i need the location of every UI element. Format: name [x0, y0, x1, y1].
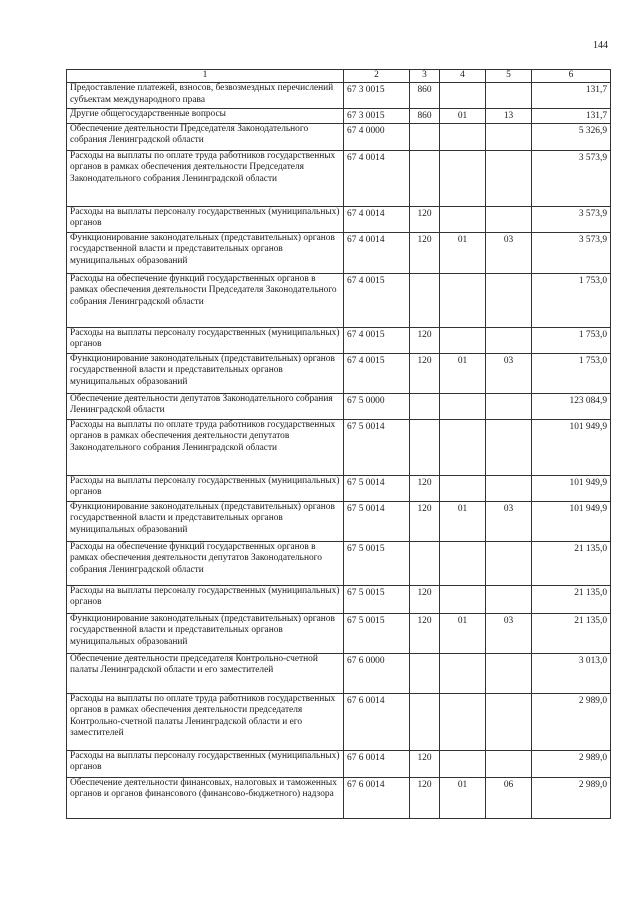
section-cell	[440, 273, 486, 327]
subsection: 03	[503, 615, 514, 626]
section-cell	[440, 750, 486, 777]
section-cell	[440, 541, 486, 585]
row-name: Расходы на выплаты персоналу государственных (муниципальных) органов	[70, 585, 340, 607]
expense-type-cell	[410, 83, 440, 109]
target-code: 67 4 0014	[347, 152, 385, 163]
section-cell	[440, 232, 486, 273]
subsection	[489, 751, 528, 753]
subsection-cell	[486, 327, 532, 353]
section-cell	[440, 206, 486, 232]
row-name: Расходы на выплаты персоналу государственных (муниципальных) органов	[70, 327, 340, 349]
target-code: 67 6 0000	[347, 655, 385, 666]
subsection	[489, 328, 528, 330]
section: 01	[457, 503, 468, 514]
amount: 5 326,9	[578, 125, 607, 136]
amount: 21 135,0	[574, 543, 607, 554]
target-code-cell	[344, 232, 410, 273]
expense-type: 860	[417, 111, 432, 121]
section-cell	[440, 777, 486, 818]
row-name-cell	[67, 327, 344, 353]
expense-type	[413, 151, 436, 153]
amount-cell	[532, 353, 611, 393]
section	[443, 476, 482, 478]
table-row	[67, 150, 611, 206]
table-body	[67, 83, 611, 819]
subsection: 03	[503, 355, 514, 366]
section	[443, 274, 482, 276]
header-cell: 1	[67, 70, 344, 83]
target-code: 67 4 0000	[347, 125, 385, 136]
section-cell	[440, 353, 486, 393]
table-row	[67, 327, 611, 353]
amount-cell	[532, 206, 611, 232]
section	[443, 420, 482, 422]
expense-type-cell	[410, 150, 440, 206]
expense-type-cell	[410, 693, 440, 750]
expense-type	[413, 694, 436, 696]
section: 01	[457, 355, 468, 366]
amount: 2 989,0	[578, 752, 607, 763]
amount: 1 753,0	[578, 329, 607, 340]
subsection-cell	[486, 83, 532, 109]
row-name-cell	[67, 750, 344, 777]
amount-cell	[532, 150, 611, 206]
row-name: Предоставление платежей, взносов, безвозмездных перечислений субъектам международного права	[70, 83, 334, 105]
subsection-cell	[486, 353, 532, 393]
subsection	[489, 151, 528, 153]
expense-type	[413, 394, 436, 396]
expense-type: 120	[417, 587, 432, 598]
subsection-cell	[486, 613, 532, 653]
row-name-cell	[67, 419, 344, 475]
section-cell	[440, 475, 486, 501]
budget-table	[66, 69, 611, 819]
subsection	[489, 542, 528, 544]
section-cell	[440, 83, 486, 109]
table-row	[67, 123, 611, 150]
subsection: 03	[503, 234, 514, 245]
table-row	[67, 353, 611, 393]
target-code-cell	[344, 777, 410, 818]
page-number: 144	[593, 40, 608, 51]
amount-cell	[532, 109, 611, 124]
section	[443, 83, 482, 85]
header-cell: 6	[532, 70, 611, 83]
table-row	[67, 475, 611, 501]
expense-type	[413, 654, 436, 656]
row-name-cell	[67, 585, 344, 613]
amount: 101 949,9	[569, 503, 607, 514]
section	[443, 394, 482, 396]
subsection	[489, 207, 528, 209]
amount: 3 013,0	[578, 655, 607, 666]
expense-type-cell	[410, 353, 440, 393]
row-name-cell	[67, 501, 344, 541]
row-name: Расходы на выплаты по оплате труда работников государственных органов в рамках обеспечения деятельности председателя Контрольно-счетной палаты Ленинградской области и его заместителей	[70, 693, 336, 738]
table-row	[67, 541, 611, 585]
target-code-cell	[344, 273, 410, 327]
table-row	[67, 653, 611, 693]
amount-cell	[532, 541, 611, 585]
target-code: 67 5 0000	[347, 395, 385, 406]
amount: 1 753,0	[578, 275, 607, 286]
subsection-cell	[486, 393, 532, 419]
row-name-cell	[67, 150, 344, 206]
subsection: 13	[503, 111, 514, 121]
target-code: 67 5 0015	[347, 615, 385, 626]
target-code: 67 3 0015	[347, 111, 385, 121]
subsection-cell	[486, 475, 532, 501]
row-name-cell	[67, 693, 344, 750]
target-code-cell	[344, 541, 410, 585]
expense-type: 860	[417, 85, 432, 95]
subsection-cell	[486, 585, 532, 613]
section: 01	[457, 779, 468, 790]
row-name: Расходы на обеспечение функций государственных органов в рамках обеспечения деятельности Председателя Законодательного собрания Ленинградской области	[70, 273, 337, 307]
target-code-cell	[344, 109, 410, 124]
amount: 3 573,9	[578, 234, 607, 245]
target-code-cell	[344, 327, 410, 353]
section-cell	[440, 613, 486, 653]
subsection-cell	[486, 777, 532, 818]
amount: 21 135,0	[574, 587, 607, 598]
section	[443, 694, 482, 696]
amount: 101 949,9	[569, 477, 607, 488]
expense-type: 120	[417, 477, 432, 488]
subsection	[489, 83, 528, 85]
subsection-cell	[486, 109, 532, 124]
section-cell	[440, 585, 486, 613]
section-cell	[440, 419, 486, 475]
target-code-cell	[344, 653, 410, 693]
section: 01	[457, 615, 468, 626]
row-name: Функционирование законодательных (представительных) органов государственной власти и представительных органов муниципальных образований	[70, 613, 335, 647]
expense-type-cell	[410, 585, 440, 613]
subsection-cell	[486, 232, 532, 273]
subsection-cell	[486, 693, 532, 750]
row-name: Обеспечение деятельности Председателя Законодательного собрания Ленинградской области	[70, 123, 309, 145]
table-row	[67, 393, 611, 419]
target-code-cell	[344, 353, 410, 393]
subsection	[489, 654, 528, 656]
row-name-cell	[67, 653, 344, 693]
row-name: Функционирование законодательных (представительных) органов государственной власти и представительных органов муниципальных образований	[70, 232, 335, 266]
target-code-cell	[344, 150, 410, 206]
section-cell	[440, 501, 486, 541]
target-code-cell	[344, 501, 410, 541]
amount-cell	[532, 653, 611, 693]
table-row	[67, 419, 611, 475]
row-name: Другие общегосударственные вопросы	[70, 109, 226, 119]
expense-type-cell	[410, 750, 440, 777]
expense-type	[413, 420, 436, 422]
expense-type	[413, 124, 436, 126]
section	[443, 542, 482, 544]
amount-cell	[532, 273, 611, 327]
row-name: Расходы на выплаты персоналу государственных (муниципальных) органов	[70, 206, 340, 228]
expense-type-cell	[410, 273, 440, 327]
table-row	[67, 109, 611, 124]
target-code: 67 5 0015	[347, 543, 385, 554]
subsection	[489, 586, 528, 588]
table-row	[67, 585, 611, 613]
table-row	[67, 273, 611, 327]
target-code: 67 4 0014	[347, 208, 385, 219]
row-name-cell	[67, 613, 344, 653]
subsection-cell	[486, 206, 532, 232]
expense-type: 120	[417, 208, 432, 219]
expense-type-cell	[410, 393, 440, 419]
target-code: 67 4 0014	[347, 234, 385, 245]
target-code: 67 4 0015	[347, 329, 385, 340]
table-row	[67, 501, 611, 541]
subsection-cell	[486, 541, 532, 585]
amount: 3 573,9	[578, 152, 607, 163]
subsection: 06	[503, 779, 514, 790]
table-row	[67, 232, 611, 273]
target-code: 67 6 0014	[347, 695, 385, 706]
amount: 131,7	[585, 111, 607, 121]
table-row	[67, 693, 611, 750]
target-code: 67 3 0015	[347, 85, 385, 95]
expense-type-cell	[410, 541, 440, 585]
row-name-cell	[67, 353, 344, 393]
table-row	[67, 750, 611, 777]
subsection	[489, 694, 528, 696]
row-name-cell	[67, 109, 344, 124]
amount-cell	[532, 501, 611, 541]
subsection-cell	[486, 653, 532, 693]
section	[443, 328, 482, 330]
row-name-cell	[67, 475, 344, 501]
subsection-cell	[486, 419, 532, 475]
amount-cell	[532, 777, 611, 818]
amount-cell	[532, 475, 611, 501]
row-name-cell	[67, 777, 344, 818]
target-code-cell	[344, 585, 410, 613]
section: 01	[457, 111, 468, 121]
row-name: Расходы на выплаты персоналу государственных (муниципальных) органов	[70, 475, 340, 497]
section	[443, 207, 482, 209]
amount-cell	[532, 585, 611, 613]
expense-type: 120	[417, 234, 432, 245]
section: 01	[457, 234, 468, 245]
section-cell	[440, 393, 486, 419]
target-code-cell	[344, 750, 410, 777]
row-name-cell	[67, 206, 344, 232]
subsection-cell	[486, 123, 532, 150]
expense-type: 120	[417, 615, 432, 626]
subsection-cell	[486, 750, 532, 777]
expense-type: 120	[417, 329, 432, 340]
amount: 1 753,0	[578, 355, 607, 366]
amount-cell	[532, 83, 611, 109]
header-cell: 4	[440, 70, 486, 83]
amount: 2 989,0	[578, 779, 607, 790]
subsection	[489, 124, 528, 126]
amount: 123 084,9	[569, 395, 607, 406]
subsection	[489, 274, 528, 276]
amount-cell	[532, 327, 611, 353]
amount: 2 989,0	[578, 695, 607, 706]
target-code-cell	[344, 419, 410, 475]
target-code-cell	[344, 123, 410, 150]
target-code: 67 5 0014	[347, 503, 385, 514]
row-name: Функционирование законодательных (представительных) органов государственной власти и представительных органов муниципальных образований	[70, 353, 335, 387]
expense-type: 120	[417, 752, 432, 763]
expense-type	[413, 274, 436, 276]
row-name-cell	[67, 123, 344, 150]
table-row	[67, 777, 611, 818]
expense-type: 120	[417, 503, 432, 514]
row-name-cell	[67, 232, 344, 273]
target-code-cell	[344, 393, 410, 419]
expense-type-cell	[410, 501, 440, 541]
target-code: 67 5 0015	[347, 587, 385, 598]
target-code: 67 4 0015	[347, 355, 385, 366]
expense-type-cell	[410, 613, 440, 653]
table-row	[67, 206, 611, 232]
amount-cell	[532, 750, 611, 777]
target-code: 67 5 0014	[347, 477, 385, 488]
target-code: 67 6 0014	[347, 779, 385, 790]
expense-type-cell	[410, 206, 440, 232]
target-code-cell	[344, 613, 410, 653]
section-cell	[440, 653, 486, 693]
amount: 3 573,9	[578, 208, 607, 219]
row-name-cell	[67, 393, 344, 419]
expense-type-cell	[410, 109, 440, 124]
expense-type-cell	[410, 327, 440, 353]
amount: 101 949,9	[569, 421, 607, 432]
target-code: 67 5 0014	[347, 421, 385, 432]
expense-type-cell	[410, 777, 440, 818]
header-cell: 5	[486, 70, 532, 83]
amount-cell	[532, 232, 611, 273]
section	[443, 654, 482, 656]
target-code-cell	[344, 206, 410, 232]
row-name: Расходы на выплаты персоналу государственных (муниципальных) органов	[70, 750, 340, 772]
amount-cell	[532, 419, 611, 475]
amount-cell	[532, 393, 611, 419]
section-cell	[440, 123, 486, 150]
target-code-cell	[344, 475, 410, 501]
row-name: Обеспечение деятельности финансовых, налоговых и таможенных органов и органов финансового (финансово-бюджетного) надзора	[70, 777, 337, 799]
amount-cell	[532, 123, 611, 150]
row-name: Расходы на обеспечение функций государственных органов в рамках обеспечения деятельности депутатов Законодательного собрания Ленинградской области	[70, 541, 322, 575]
row-name: Обеспечение деятельности председателя Контрольно-счетной палаты Ленинградской области и его заместителей	[70, 653, 318, 675]
expense-type-cell	[410, 653, 440, 693]
row-name: Расходы на выплаты по оплате труда работников государственных органов в рамках обеспечения деятельности депутатов Законодательного собрания Ленинградской области	[70, 419, 336, 453]
row-name: Обеспечение деятельности депутатов Законодательного собрания Ленинградской области	[70, 393, 333, 415]
expense-type-cell	[410, 232, 440, 273]
amount-cell	[532, 613, 611, 653]
header-cell: 2	[344, 70, 410, 83]
row-name-cell	[67, 83, 344, 109]
row-name-cell	[67, 273, 344, 327]
subsection	[489, 476, 528, 478]
target-code-cell	[344, 83, 410, 109]
subsection: 03	[503, 503, 514, 514]
section-cell	[440, 150, 486, 206]
subsection	[489, 420, 528, 422]
expense-type-cell	[410, 123, 440, 150]
amount-cell	[532, 693, 611, 750]
section-cell	[440, 693, 486, 750]
header-row	[67, 70, 611, 83]
row-name: Расходы на выплаты по оплате труда работников государственных органов в рамках обеспечения деятельности Председателя Законодательного собрания Ленинградской области	[70, 150, 336, 184]
row-name-cell	[67, 541, 344, 585]
subsection-cell	[486, 273, 532, 327]
expense-type: 120	[417, 355, 432, 366]
amount: 21 135,0	[574, 615, 607, 626]
subsection	[489, 394, 528, 396]
expense-type-cell	[410, 419, 440, 475]
table-row	[67, 613, 611, 653]
target-code-cell	[344, 693, 410, 750]
header-cell: 3	[410, 70, 440, 83]
row-name: Функционирование законодательных (представительных) органов государственной власти и представительных органов муниципальных образований	[70, 501, 335, 535]
section	[443, 151, 482, 153]
subsection-cell	[486, 501, 532, 541]
expense-type-cell	[410, 475, 440, 501]
amount: 131,7	[585, 85, 607, 95]
expense-type	[413, 542, 436, 544]
target-code: 67 6 0014	[347, 752, 385, 763]
section-cell	[440, 327, 486, 353]
table-row	[67, 83, 611, 109]
section	[443, 751, 482, 753]
section-cell	[440, 109, 486, 124]
expense-type: 120	[417, 779, 432, 790]
subsection-cell	[486, 150, 532, 206]
section	[443, 586, 482, 588]
section	[443, 124, 482, 126]
target-code: 67 4 0015	[347, 275, 385, 286]
